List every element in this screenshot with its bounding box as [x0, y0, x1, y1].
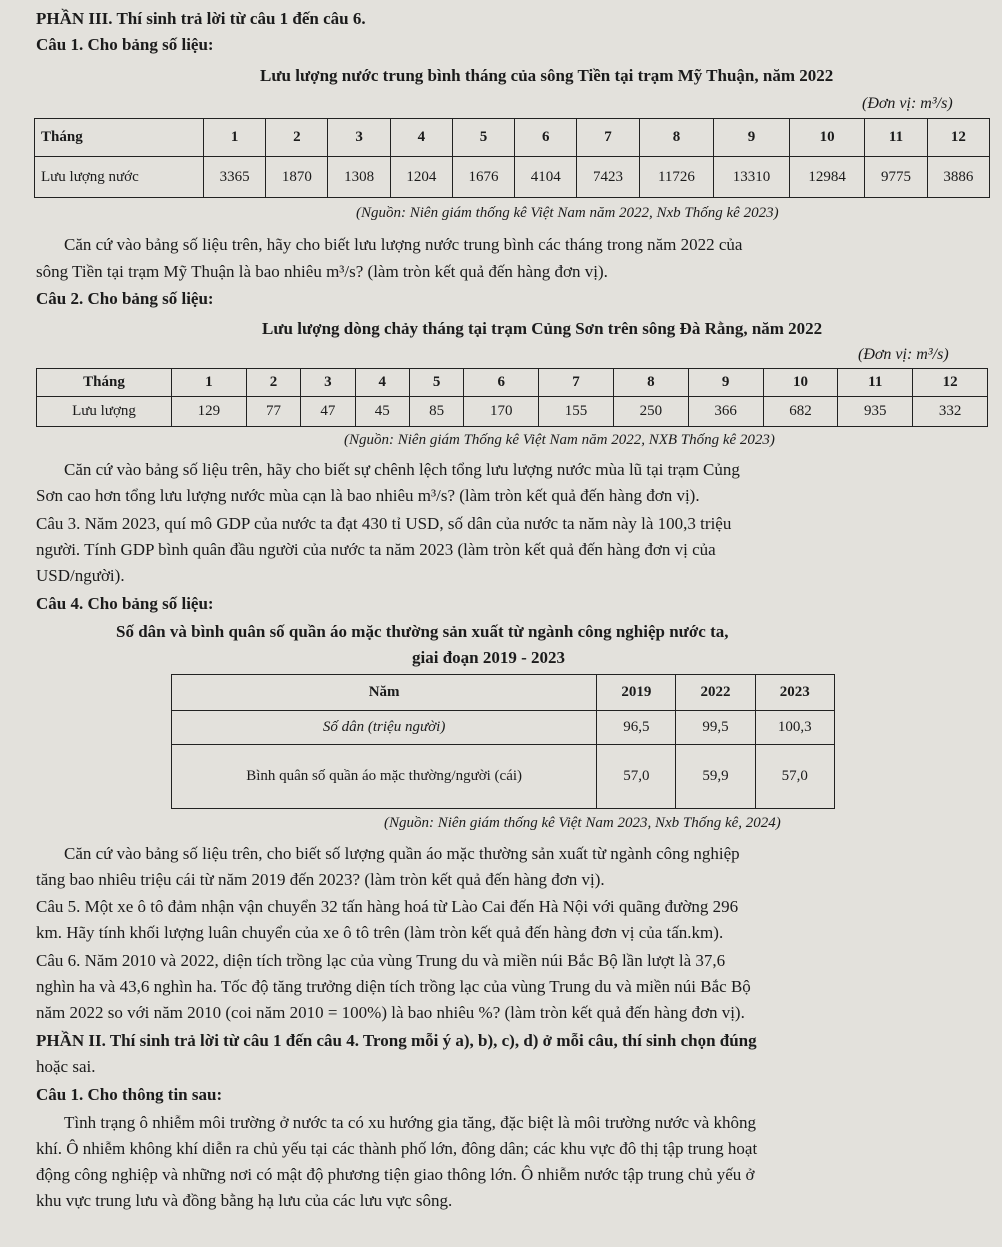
q1-table-title: Lưu lượng nước trung bình tháng của sông Tiền tại trạm Mỹ Thuận, năm 2022: [260, 66, 834, 85]
q1-value-cell: 12984: [789, 157, 865, 198]
q1-text-line1: Căn cứ vào bảng số liệu trên, hãy cho biết lưu lượng nước trung bình các tháng trong năm 2022 của: [64, 235, 743, 254]
q2-value-cell: 935: [838, 397, 913, 427]
q1-header-cell: 11: [865, 119, 927, 157]
q1-value-cell: 9775: [865, 157, 927, 198]
q3-text-line1: Câu 3. Năm 2023, quí mô GDP của nước ta đạt 430 tỉ USD, số dân của nước ta năm này là 100,3 triệu: [36, 514, 732, 533]
q4-title-line2: giai đoạn 2019 - 2023: [412, 648, 566, 667]
q2-value-cell: 47: [301, 397, 355, 427]
q1-header-cell: 1: [204, 119, 266, 157]
q1-value-cell: 1870: [266, 157, 328, 198]
q2-value-row: [37, 397, 988, 427]
q2-header-cell: Tháng: [37, 369, 172, 397]
q1-value-cell: 4104: [515, 157, 577, 198]
q4-value-cell: 99,5: [676, 711, 755, 745]
q1-header-cell: 2: [266, 119, 328, 157]
q2-header-cell: 11: [838, 369, 913, 397]
q2-table: [36, 368, 988, 427]
q4-header-row: [172, 675, 835, 711]
q4-header-cell: Năm: [172, 675, 597, 711]
q2-header-cell: 6: [464, 369, 539, 397]
q5-text-line1: Câu 5. Một xe ô tô đảm nhận vận chuyển 32 tấn hàng hoá từ Lào Cai đến Hà Nội với quãng đường 296: [36, 897, 739, 916]
p2q1-line1: Tình trạng ô nhiễm môi trường ở nước ta có xu hướng gia tăng, đặc biệt là môi trường nước và không: [64, 1113, 757, 1132]
q2-text-line1: Căn cứ vào bảng số liệu trên, hãy cho biết sự chênh lệch tổng lưu lượng nước mùa lũ tại trạm Củng: [64, 460, 740, 479]
q1-source: (Nguồn: Niên giám thống kê Việt Nam năm 2022, Nxb Thống kê 2023): [356, 205, 779, 221]
q4-row-clothing: [172, 745, 835, 809]
q2-value-cell: 170: [464, 397, 539, 427]
p2q1-line2: khí. Ô nhiễm không khí diễn ra chủ yếu tại các thành phố lớn, đông dân; các khu vực đô thị tập trung hoạt: [36, 1139, 758, 1158]
q3-text-line2: người. Tính GDP bình quân đầu người của nước ta năm 2023 (làm tròn kết quả đến hàng đơn vị của: [36, 540, 716, 559]
q4-source: (Nguồn: Niên giám thống kê Việt Nam 2023, Nxb Thống kê, 2024): [384, 815, 781, 831]
q1-value-cell: 3886: [927, 157, 989, 198]
q4-value-cell: 100,3: [755, 711, 834, 745]
q2-value-cell: 366: [688, 397, 763, 427]
q1-value-row: [35, 157, 990, 198]
q4-value-cell: 57,0: [597, 745, 676, 809]
q2-value-cell: 45: [355, 397, 409, 427]
p2q1-line4: khu vực trung lưu và đồng bằng hạ lưu của các lưu vực sông.: [36, 1191, 453, 1210]
q2-header-cell: 8: [613, 369, 688, 397]
q4-header-cell: 2023: [755, 675, 834, 711]
q1-header-cell: 6: [515, 119, 577, 157]
q5-text-line2: km. Hãy tính khối lượng luân chuyển của xe ô tô trên (làm tròn kết quả đến hàng đơn vị của tấn.km).: [36, 923, 724, 942]
q1-header-row: [35, 119, 990, 157]
q4-text-line1: Căn cứ vào bảng số liệu trên, cho biết số lượng quần áo mặc thường sản xuất từ ngành công nghiệp: [64, 844, 740, 863]
q1-header-cell: Tháng: [35, 119, 204, 157]
q1-value-cell: 1308: [328, 157, 390, 198]
part2-header-line2: hoặc sai.: [36, 1057, 96, 1076]
q1-value-cell: 1676: [452, 157, 514, 198]
q2-value-cell: 155: [539, 397, 614, 427]
q4-header-cell: 2019: [597, 675, 676, 711]
q4-text-line2: tăng bao nhiêu triệu cái từ năm 2019 đến 2023? (làm tròn kết quả đến hàng đơn vị).: [36, 870, 605, 889]
q1-header-cell: 10: [789, 119, 865, 157]
q2-value-cell: 250: [613, 397, 688, 427]
q1-header-cell: 3: [328, 119, 390, 157]
p2q1-line3: động công nghiệp và những nơi có mật độ phương tiện giao thông lớn. Ô nhiễm nước tập trung chủ yếu ở: [36, 1165, 755, 1184]
p2q1-label: Câu 1. Cho thông tin sau:: [36, 1085, 223, 1104]
q1-value-cell: 7423: [577, 157, 639, 198]
q4-value-cell: 59,9: [676, 745, 755, 809]
q4-label: Câu 4. Cho bảng số liệu:: [36, 594, 214, 613]
q2-header-cell: 4: [355, 369, 409, 397]
q6-text-line1: Câu 6. Năm 2010 và 2022, diện tích trồng lạc của vùng Trung du và miền núi Bắc Bộ lần lượt là 37,6: [36, 951, 726, 970]
q6-text-line3: năm 2022 so với năm 2010 (coi năm 2010 = 100%) là bao nhiêu %? (làm tròn kết quả đến hàng đơn vị).: [36, 1003, 745, 1022]
q2-value-cell: 129: [172, 397, 247, 427]
q4-value-cell: 96,5: [597, 711, 676, 745]
part2-header-line1: PHẦN II. Thí sinh trả lời từ câu 1 đến câu 4. Trong mỗi ý a), b), c), d) ở mỗi câu, thí sinh chọn đúng: [36, 1031, 757, 1050]
q1-header-cell: 4: [390, 119, 452, 157]
q2-header-cell: 1: [172, 369, 247, 397]
q2-header-cell: 3: [301, 369, 355, 397]
q3-text-line3: USD/người).: [36, 566, 125, 585]
q4-row-label: Bình quân số quần áo mặc thường/người (cái): [172, 745, 597, 809]
q1-header-cell: 5: [452, 119, 514, 157]
q2-unit: (Đơn vị: m³/s): [858, 346, 949, 363]
q2-header-cell: 9: [688, 369, 763, 397]
q2-value-cell: 77: [246, 397, 300, 427]
q4-row-label: Số dân (triệu người): [172, 711, 597, 745]
q1-value-cell: 3365: [204, 157, 266, 198]
q2-value-cell: 85: [409, 397, 463, 427]
q1-header-cell: 9: [714, 119, 790, 157]
q2-value-cell: 332: [913, 397, 988, 427]
q2-header-cell: 7: [539, 369, 614, 397]
q1-table: [34, 118, 990, 198]
q4-row-population: [172, 711, 835, 745]
q4-table: [171, 674, 835, 809]
q2-header-row: [37, 369, 988, 397]
q1-text-line2: sông Tiền tại trạm Mỹ Thuận là bao nhiêu m³/s? (làm tròn kết quả đến hàng đơn vị).: [36, 262, 608, 281]
q3-line1: [36, 513, 988, 535]
q2-row-label: Lưu lượng: [37, 397, 172, 427]
q6-text-line2: nghìn ha và 43,6 nghìn ha. Tốc độ tăng trưởng diện tích trồng lạc của vùng Trung du và miền núi Bắc Bộ: [36, 977, 751, 996]
q2-text-line2: Sơn cao hơn tổng lưu lượng nước mùa cạn là bao nhiêu m³/s? (làm tròn kết quả đến hàng đơn vị).: [36, 486, 700, 505]
q4-title-line1: Số dân và bình quân số quần áo mặc thường sản xuất từ ngành công nghiệp nước ta,: [116, 622, 729, 641]
q1-value-cell: 13310: [714, 157, 790, 198]
q2-header-cell: 2: [246, 369, 300, 397]
q2-header-cell: 10: [763, 369, 838, 397]
q2-source: (Nguồn: Niên giám Thống kê Việt Nam năm 2022, NXB Thống kê 2023): [344, 432, 775, 448]
q1-row-label: Lưu lượng nước: [35, 157, 204, 198]
q1-header-cell: 12: [927, 119, 989, 157]
q1-value-cell: 1204: [390, 157, 452, 198]
q1-unit: (Đơn vị: m³/s): [862, 95, 953, 112]
q1-value-cell: 11726: [639, 157, 714, 198]
q2-value-cell: 682: [763, 397, 838, 427]
q1-header-cell: 7: [577, 119, 639, 157]
q4-value-cell: 57,0: [755, 745, 834, 809]
q1-label: Câu 1. Cho bảng số liệu:: [36, 35, 214, 54]
q2-label: Câu 2. Cho bảng số liệu:: [36, 289, 214, 308]
q4-header-cell: 2022: [676, 675, 755, 711]
q1-header-cell: 8: [639, 119, 714, 157]
q2-table-title: Lưu lượng dòng chảy tháng tại trạm Củng Sơn trên sông Đà Rằng, năm 2022: [262, 319, 823, 338]
q2-header-cell: 5: [409, 369, 463, 397]
part3-header: PHẦN III. Thí sinh trả lời từ câu 1 đến câu 6.: [36, 9, 366, 28]
q2-header-cell: 12: [913, 369, 988, 397]
